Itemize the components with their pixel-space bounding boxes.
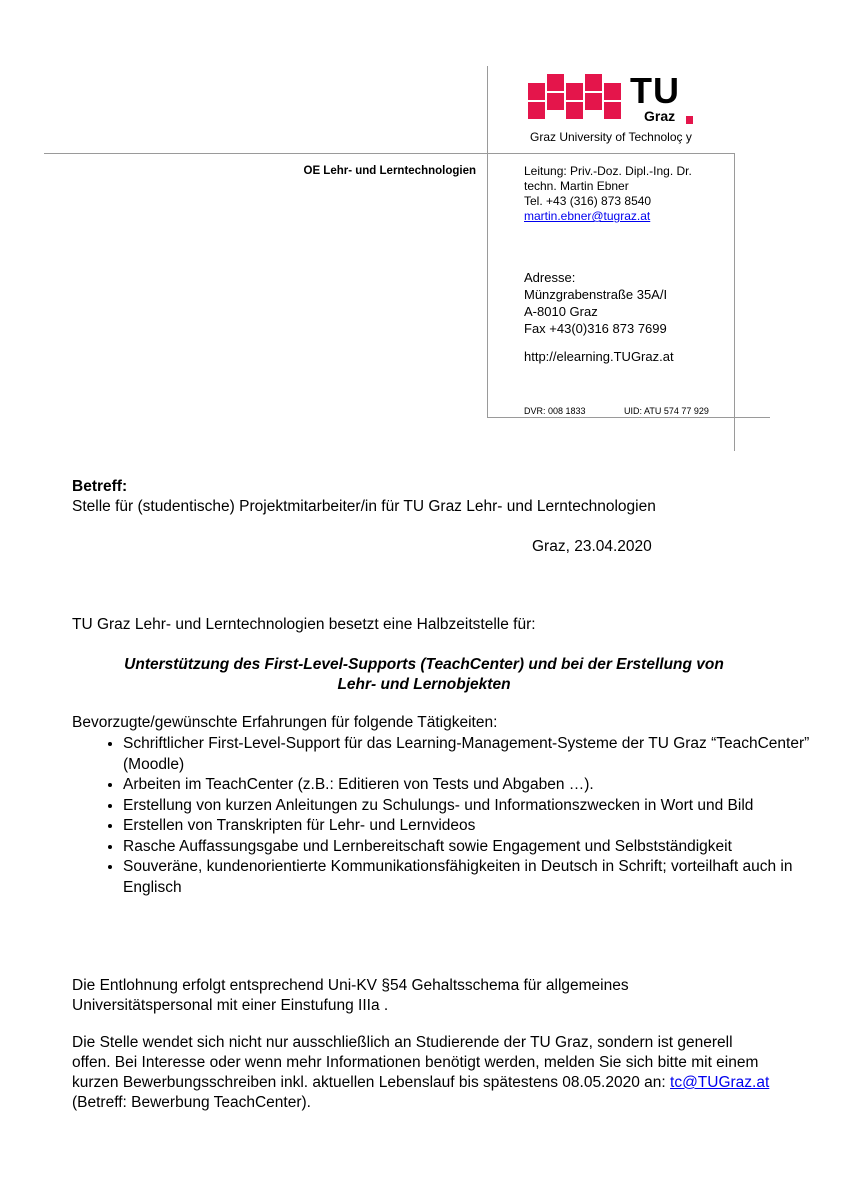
list-item: • Schriftlicher First-Level-Support für das Learning-Management-Systeme der TU Graz “TeachCenter” (Moodle)	[123, 734, 823, 775]
dvr-number: DVR: 008 1833	[524, 406, 586, 416]
closing-paragraph	[72, 1033, 772, 1113]
address-label: Adresse:	[524, 270, 576, 285]
position-title	[72, 655, 776, 695]
address-block	[524, 269, 667, 337]
closing-suffix: (Betreff: Bewerbung TeachCenter).	[72, 1094, 311, 1111]
header-vertical-rule-right	[734, 153, 735, 451]
address-fax: Fax +43(0)316 873 7699	[524, 321, 667, 336]
university-name: Graz University of Technoloç y	[530, 130, 692, 144]
department-name: OE Lehr- und Lerntechnologien	[303, 165, 476, 177]
task-list	[72, 734, 823, 898]
tu-graz-logo-icon	[528, 74, 628, 130]
list-item: • Rasche Auffassungsgabe und Lernbereitschaft sowie Engagement und Selbstständigkeit	[123, 837, 823, 858]
intro-text: TU Graz Lehr- und Lerntechnologien besetzt eine Halbzeitstelle für:	[72, 616, 536, 633]
position-title-line1: Unterstützung des First-Level-Supports (TeachCenter) und bei der Erstellung von	[124, 656, 724, 673]
header-vertical-rule-left	[487, 66, 488, 418]
salary-paragraph: Die Entlohnung erfolgt entsprechend Uni-KV §54 Gehaltsschema für allgemeines Universitätspersonal mit einer Einstufung IIIa .	[72, 977, 629, 1014]
logo-tu-text: TU	[630, 70, 680, 111]
address-city: A-8010 Graz	[524, 304, 598, 319]
contact-email-link[interactable]: martin.ebner@tugraz.at	[524, 209, 651, 223]
logo-graz-text: Graz	[644, 108, 676, 124]
list-item: • Arbeiten im TeachCenter (z.B.: Editieren von Tests und Abgaben …).	[123, 775, 823, 796]
list-item: • Erstellung von kurzen Anleitungen zu Schulungs- und Informationszwecken in Wort und Bild	[123, 796, 823, 817]
closing-text: Die Stelle wendet sich nicht nur ausschließlich an Studierende der TU Graz, sondern ist generell offen. Bei Interesse oder wenn mehr Informationen benötigt werden, melden Sie sich bitte mit einem kurzen Bewerbungsschreiben inkl. aktuellen Lebenslauf bis spätestens 08.05.2020 an:	[72, 1034, 759, 1091]
address-street: Münzgrabenstraße 35A/I	[524, 287, 668, 302]
logo-accent-square	[686, 116, 693, 124]
website-url: http://elearning.TUGraz.at	[524, 349, 674, 364]
header-horizontal-rule-bottom	[487, 417, 770, 418]
tasks-lead: Bevorzugte/gewünschte Erfahrungen für folgende Tätigkeiten:	[72, 714, 498, 731]
header-horizontal-rule-top	[44, 153, 734, 154]
letter-date: Graz, 23.04.2020	[532, 538, 652, 555]
list-item: • Souveräne, kundenorientierte Kommunikationsfähigkeiten in Deutsch in Schrift; vorteilhaft auch in Englisch	[123, 857, 823, 898]
uid-number: UID: ATU 574 77 929	[624, 406, 709, 416]
contact-head-line1: Leitung: Priv.-Doz. Dipl.-Ing. Dr.	[524, 164, 692, 178]
position-title-line2: Lehr- und Lernobjekten	[337, 676, 511, 693]
contact-head-line2: techn. Martin Ebner	[524, 179, 629, 193]
subject-text: Stelle für (studentische) Projektmitarbeiter/in für TU Graz Lehr- und Lerntechnologien	[72, 498, 656, 515]
list-item: • Erstellen von Transkripten für Lehr- und Lernvideos	[123, 816, 823, 837]
application-email-link[interactable]: tc@TUGraz.at	[670, 1074, 770, 1091]
contact-phone: Tel. +43 (316) 873 8540	[524, 194, 652, 208]
contact-block	[524, 164, 692, 224]
subject-label: Betreff:	[72, 478, 128, 495]
